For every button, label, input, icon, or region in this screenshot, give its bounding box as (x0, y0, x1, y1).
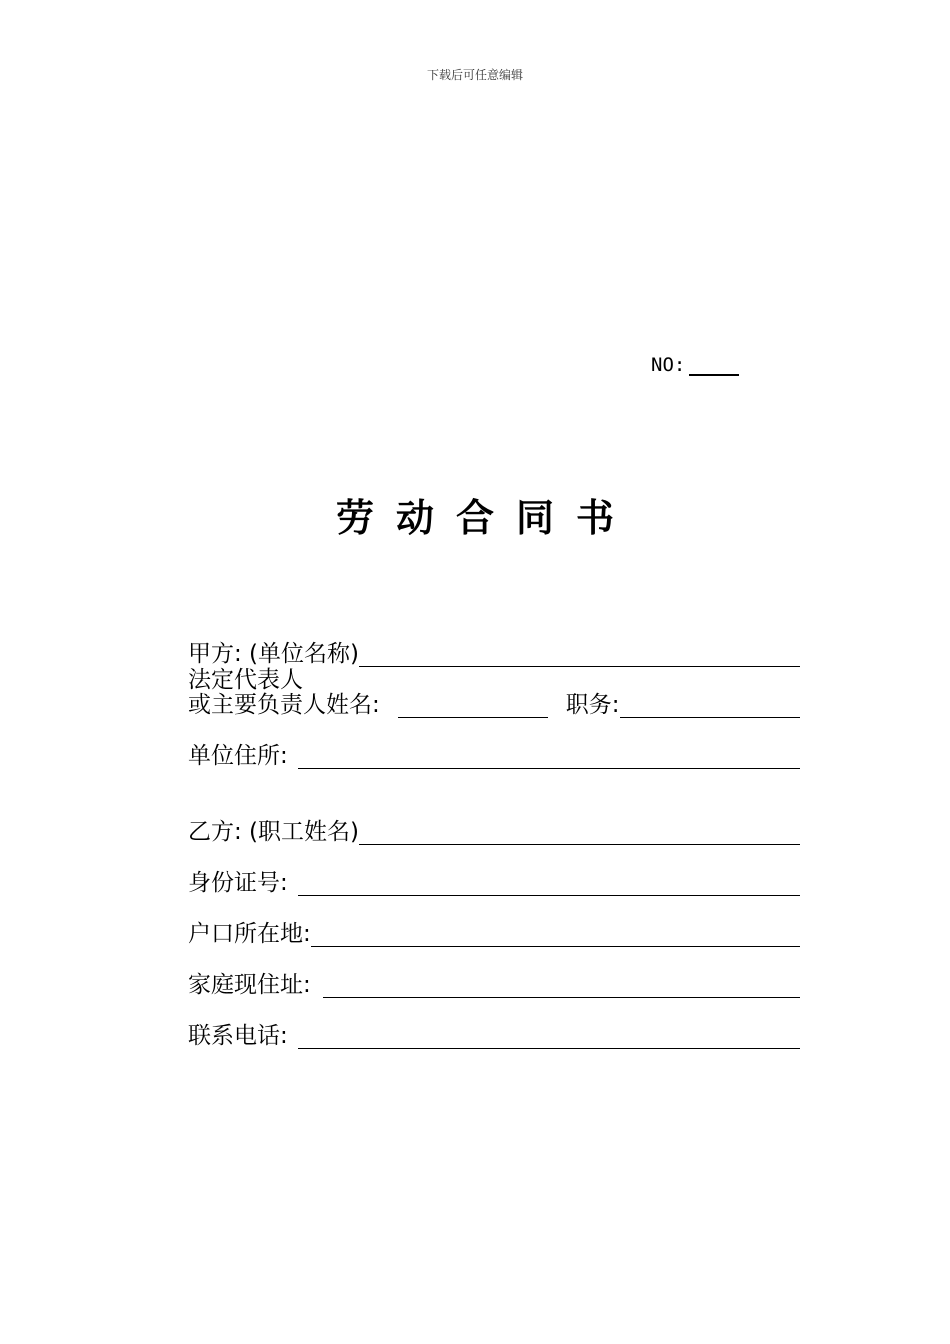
position-blank (620, 693, 801, 718)
company-address-blank (298, 744, 800, 769)
id-number-field (188, 870, 800, 896)
document-number-blank (689, 354, 739, 376)
legal-representative-field (188, 692, 800, 718)
company-address-field (188, 743, 800, 769)
party-a-name-field (188, 641, 800, 667)
home-address-label: 家庭现住址: (188, 972, 311, 998)
home-address-blank (323, 973, 800, 998)
document-number-label: NO: (651, 354, 686, 376)
phone-label: 联系电话: (188, 1023, 288, 1049)
home-address-field (188, 972, 800, 998)
phone-field (188, 1023, 800, 1049)
hukou-location-label: 户口所在地: (188, 921, 311, 947)
header-note: 下载后可任意编辑 (426, 68, 523, 82)
legal-representative-blank (398, 693, 548, 718)
position-label: 职务: (565, 692, 620, 718)
phone-blank (298, 1024, 800, 1049)
id-number-label: 身份证号: (188, 870, 288, 896)
page-title: 劳动合同书 (335, 496, 636, 540)
party-a-name-blank (359, 642, 800, 667)
legal-representative-label-line1: 法定代表人 (188, 667, 303, 693)
hukou-location-field (188, 921, 800, 947)
party-b-name-blank (359, 820, 800, 845)
id-number-blank (298, 871, 800, 896)
party-a-name-label: 甲方: (单位名称) (188, 641, 360, 667)
document-number (651, 354, 739, 376)
hukou-location-blank (311, 922, 800, 947)
party-b-name-field (188, 819, 800, 845)
party-b-name-label: 乙方: (职工姓名) (188, 819, 360, 845)
company-address-label: 单位住所: (188, 743, 288, 769)
legal-representative-label: 或主要负责人姓名: (188, 692, 380, 718)
